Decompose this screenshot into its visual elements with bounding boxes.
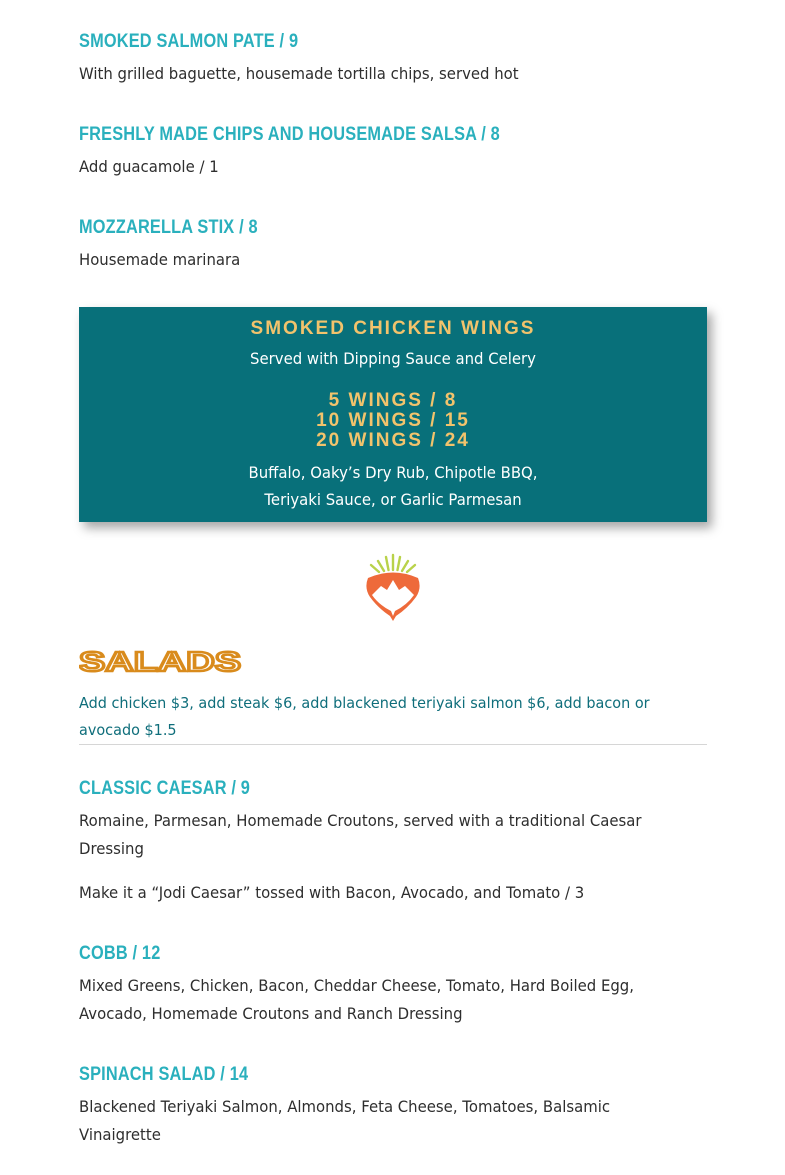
item-title: MOZZARELLA STIX / 8 xyxy=(79,217,258,238)
menu-item xyxy=(79,778,707,907)
item-title: SPINACH SALAD / 14 xyxy=(79,1064,249,1085)
item-description: Housemade marinara xyxy=(79,250,241,269)
item-description: With grilled baguette, housemade tortilla chips, served hot xyxy=(79,64,519,83)
item-title: COBB / 12 xyxy=(79,943,161,964)
divider xyxy=(79,744,707,745)
salads-heading xyxy=(79,648,249,676)
item-upgrade: Make it a “Jodi Caesar” tossed with Bacon, Avocado, and Tomato / 3 xyxy=(79,883,585,902)
wings-sauces-line: Buffalo, Oaky’s Dry Rub, Chipotle BBQ, xyxy=(248,463,538,482)
menu-item xyxy=(79,217,707,274)
wings-sauces xyxy=(101,459,685,513)
item-description: Blackened Teriyaki Salmon, Almonds, Feta Cheese, Tomatoes, Balsamic Vinaigrette xyxy=(79,1097,611,1144)
wings-price: 20 WINGS / 24 xyxy=(316,430,470,451)
radish-icon xyxy=(362,550,424,624)
wings-price: 10 WINGS / 15 xyxy=(316,410,470,431)
wings-price: 5 WINGS / 8 xyxy=(328,390,458,411)
salads-addons-note: Add chicken $3, add steak $6, add blackened teriyaki salmon $6, add bacon or avocado $1.5 xyxy=(79,694,650,739)
wings-title: SMOKED CHICKEN WINGS xyxy=(250,318,536,339)
wings-panel xyxy=(79,307,707,522)
item-description: Mixed Greens, Chicken, Bacon, Cheddar Cheese, Tomato, Hard Boiled Egg, Avocado, Homemade Croutons and Ranch Dressing xyxy=(79,976,634,1023)
item-description: Add guacamole / 1 xyxy=(79,157,219,176)
wings-sauces-line: Teriyaki Sauce, or Garlic Parmesan xyxy=(264,490,522,509)
item-description: Romaine, Parmesan, Homemade Croutons, served with a traditional Caesar Dressing xyxy=(79,811,642,858)
item-title: SMOKED SALMON PATE / 9 xyxy=(79,31,299,52)
wings-subtitle: Served with Dipping Sauce and Celery xyxy=(250,349,536,368)
menu-item xyxy=(79,1064,707,1149)
menu-item xyxy=(79,124,707,181)
wings-prices xyxy=(79,391,707,451)
menu-item xyxy=(79,31,707,88)
item-title: CLASSIC CAESAR / 9 xyxy=(79,778,251,799)
item-title: FRESHLY MADE CHIPS AND HOUSEMADE SALSA / 8 xyxy=(79,124,500,145)
menu-item xyxy=(79,943,707,1028)
salads-heading-text: SALADS xyxy=(79,648,241,676)
